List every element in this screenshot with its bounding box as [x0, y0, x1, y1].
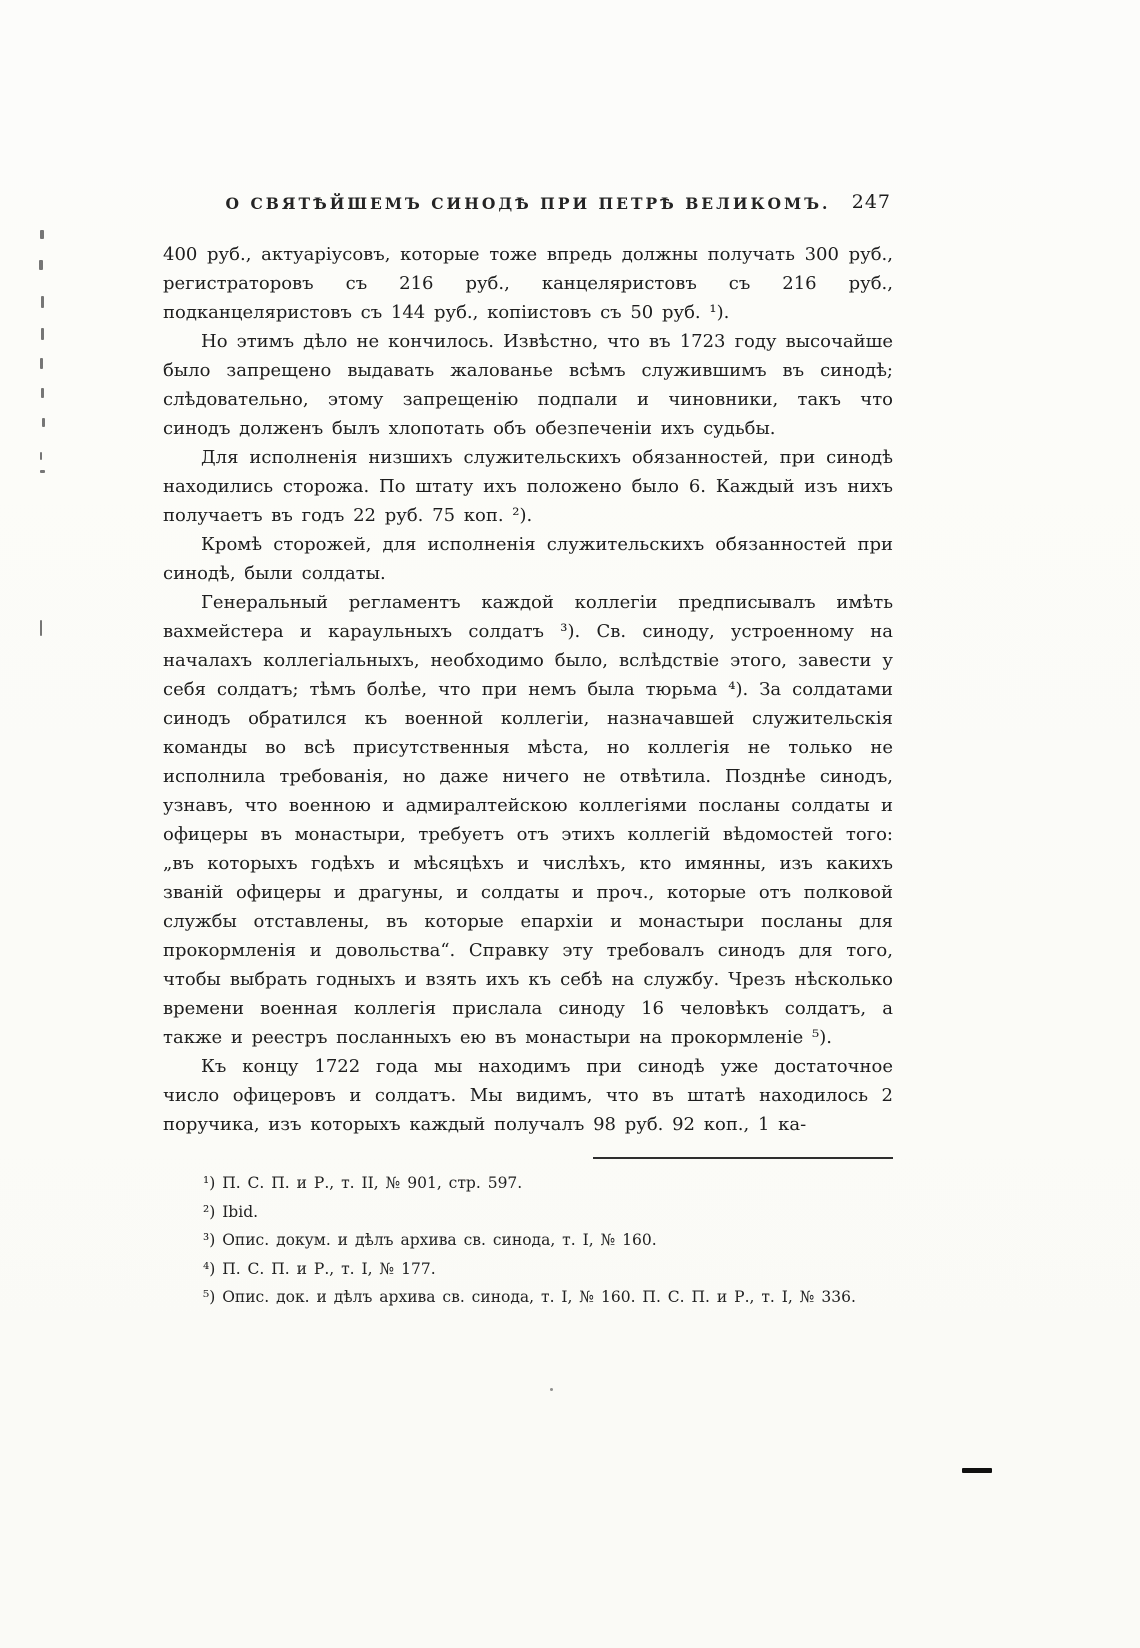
body-text — [163, 240, 893, 1139]
scan-artifact — [40, 452, 42, 460]
scan-artifact — [40, 470, 45, 473]
paragraph: Кромѣ сторожей, для исполненія служительскихъ обязанностей при синодѣ, были солдаты. — [163, 534, 893, 584]
footnote: ⁵) Опис. док. и дѣлъ архива св. синода, т. I, № 160. П. С. П. и Р., т. I, № 336. — [203, 1288, 856, 1306]
footnote: ⁴) П. С. П. и Р., т. I, № 177. — [203, 1259, 436, 1278]
paragraph: Къ концу 1722 года мы находимъ при синодѣ уже достаточное число офицеровъ и солдатъ. Мы видимъ, что въ штатѣ находилось 2 поручика, изъ которыхъ каждый получалъ 98 руб. 92 коп., 1 ка- — [163, 1056, 893, 1135]
footnotes — [163, 1169, 893, 1312]
page-header — [163, 191, 893, 226]
scan-artifact — [40, 620, 42, 636]
paragraph: Генеральный регламентъ каждой коллегіи предписывалъ имѣть вахмейстера и караульныхъ солдатъ ³). Св. синоду, устроенному на началахъ коллегіальныхъ, необходимо было, вслѣдствіе этого, завести у себя солдатъ; тѣмъ болѣе, что при немъ была тюрьма ⁴). За солдатами синодъ обратился къ военной коллегіи, назначавшей служительскія команды во всѣ присутственныя мѣста, но коллегія не только не исполнила требованія, но даже ничего не отвѣтила. Позднѣе синодъ, узнавъ, что военною и адмиралтейскою коллегіями посланы солдаты и офицеры въ монастыри, требуетъ отъ этихъ коллегій вѣдомостей того: „въ которыхъ годѣхъ и мѣсяцѣхъ и числѣхъ, кто имянны, изъ какихъ званій офицеры и драгуны, и солдаты и проч., которые отъ полковой службы отставлены, въ которые епархіи и монастыри посланы для прокормленія и довольства“. Справку эту требовалъ синодъ для того, чтобы выбрать годныхъ и взять ихъ къ себѣ на службу. Чрезъ нѣсколько времени военная коллегія прислала синоду 16 человѣкъ солдатъ, а также и реестръ посланныхъ ею въ монастыри на прокормленіе ⁵). — [163, 592, 893, 1048]
running-title: О СВЯТѢЙШЕМЪ СИНОДѢ ПРИ ПЕТРѢ ВЕЛИКОМЪ. — [225, 194, 831, 213]
printer-mark — [962, 1468, 992, 1473]
footnote: ¹) П. С. П. и Р., т. II, № 901, стр. 597. — [203, 1174, 523, 1192]
footnote: ²) Ibid. — [203, 1202, 259, 1221]
scan-artifact — [41, 296, 44, 308]
scan-artifact — [550, 1388, 553, 1391]
scan-artifact — [41, 388, 44, 398]
scan-artifact — [39, 260, 43, 270]
paragraph: 400 руб., актуаріусовъ, которые тоже впредь должны получать 300 руб., регистраторовъ съ 216 руб., канцеляристовъ съ 216 руб., подканцеляристовъ съ 144 руб., копіистовъ съ 50 руб. ¹). — [163, 244, 893, 323]
footnote: ³) Опис. докум. и дѣлъ архива св. синода, т. I, № 160. — [203, 1231, 657, 1249]
scan-artifact — [41, 328, 44, 340]
scan-artifact — [40, 230, 44, 239]
paragraph: Но этимъ дѣло не кончилось. Извѣстно, что въ 1723 году высочайше было запрещено выдавать жалованье всѣмъ служившимъ въ синодѣ; слѣдовательно, этому запрещенію подпали и чиновники, такъ что синодъ долженъ былъ хлопотать объ обезпеченіи ихъ судьбы. — [163, 331, 893, 439]
scan-artifact — [40, 358, 43, 369]
scan-artifact — [42, 418, 45, 427]
paragraph: Для исполненія низшихъ служительскихъ обязанностей, при синодѣ находились сторожа. По штату ихъ положено было 6. Каждый изъ нихъ получаетъ въ годъ 22 руб. 75 коп. ²). — [163, 447, 893, 526]
page-number: 247 — [851, 191, 891, 213]
footnote-separator — [593, 1157, 893, 1159]
text-area — [163, 191, 893, 1312]
